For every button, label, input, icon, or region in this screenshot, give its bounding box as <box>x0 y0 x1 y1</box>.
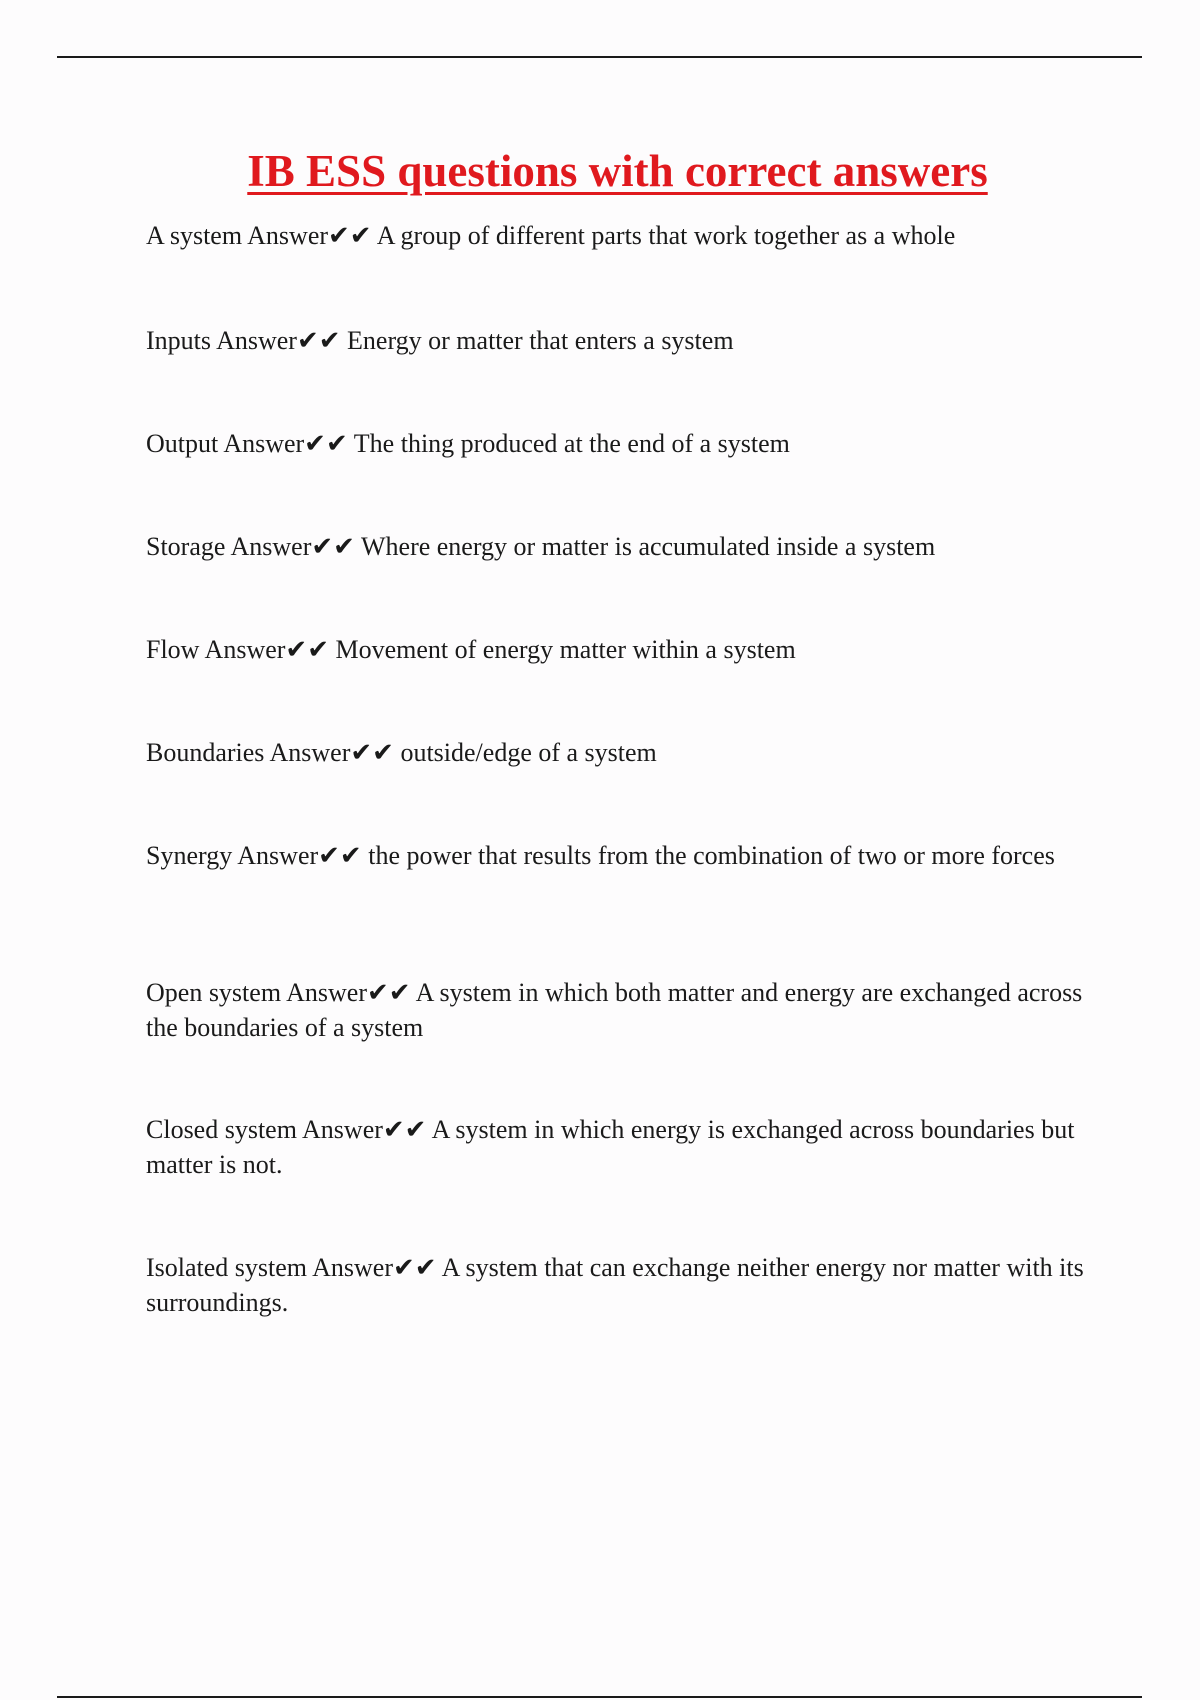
qa-item <box>146 1250 1086 1320</box>
qa-term: A system <box>146 221 243 250</box>
qa-term: Output <box>146 429 219 458</box>
qa-answer-marker: Answer✔✔ <box>312 1253 437 1282</box>
qa-term: Closed system <box>146 1115 297 1144</box>
qa-answer: Movement of energy matter within a system <box>335 635 796 664</box>
qa-answer: Energy or matter that enters a system <box>347 326 734 355</box>
qa-item <box>146 1112 1086 1182</box>
qa-answer: A system in which both matter and energy are exchanged across the boundaries of a system <box>146 978 1083 1042</box>
document-title: IB ESS questions with correct answers <box>247 146 988 196</box>
qa-answer-marker: Answer✔✔ <box>223 429 348 458</box>
qa-answer-marker: Answer✔✔ <box>230 532 355 561</box>
qa-answer: outside/edge of a system <box>400 738 657 767</box>
qa-item <box>146 529 935 564</box>
bottom-rule <box>57 1696 1142 1698</box>
qa-term: Inputs <box>146 326 211 355</box>
qa-item <box>146 426 790 461</box>
qa-term: Synergy <box>146 841 233 870</box>
qa-answer: the power that results from the combination of two or more forces <box>368 841 1055 870</box>
qa-answer: A system that can exchange neither energy nor matter with its surroundings. <box>146 1253 1084 1317</box>
qa-item <box>146 323 734 358</box>
qa-term: Open system <box>146 978 282 1007</box>
qa-term: Isolated system <box>146 1253 308 1282</box>
qa-item <box>146 218 955 253</box>
qa-answer: A group of different parts that work together as a whole <box>376 221 956 250</box>
qa-term: Flow <box>146 635 200 664</box>
qa-answer-marker: Answer✔✔ <box>302 1115 427 1144</box>
qa-answer: Where energy or matter is accumulated inside a system <box>360 532 936 561</box>
top-rule <box>57 56 1142 58</box>
qa-answer: A system in which energy is exchanged across boundaries but matter is not. <box>146 1115 1075 1179</box>
qa-item <box>146 735 657 770</box>
qa-term: Boundaries <box>146 738 265 767</box>
qa-item <box>146 975 1086 1045</box>
qa-answer-marker: Answer✔✔ <box>286 978 411 1007</box>
qa-answer-marker: Answer✔✔ <box>216 326 341 355</box>
qa-answer-marker: Answer✔✔ <box>237 841 362 870</box>
qa-answer-marker: Answer✔✔ <box>247 221 372 250</box>
qa-item <box>146 632 796 667</box>
qa-item <box>146 838 1055 873</box>
qa-answer-marker: Answer✔✔ <box>269 738 394 767</box>
qa-answer-marker: Answer✔✔ <box>204 635 329 664</box>
qa-answer: The thing produced at the end of a system <box>353 429 790 458</box>
qa-term: Storage <box>146 532 226 561</box>
